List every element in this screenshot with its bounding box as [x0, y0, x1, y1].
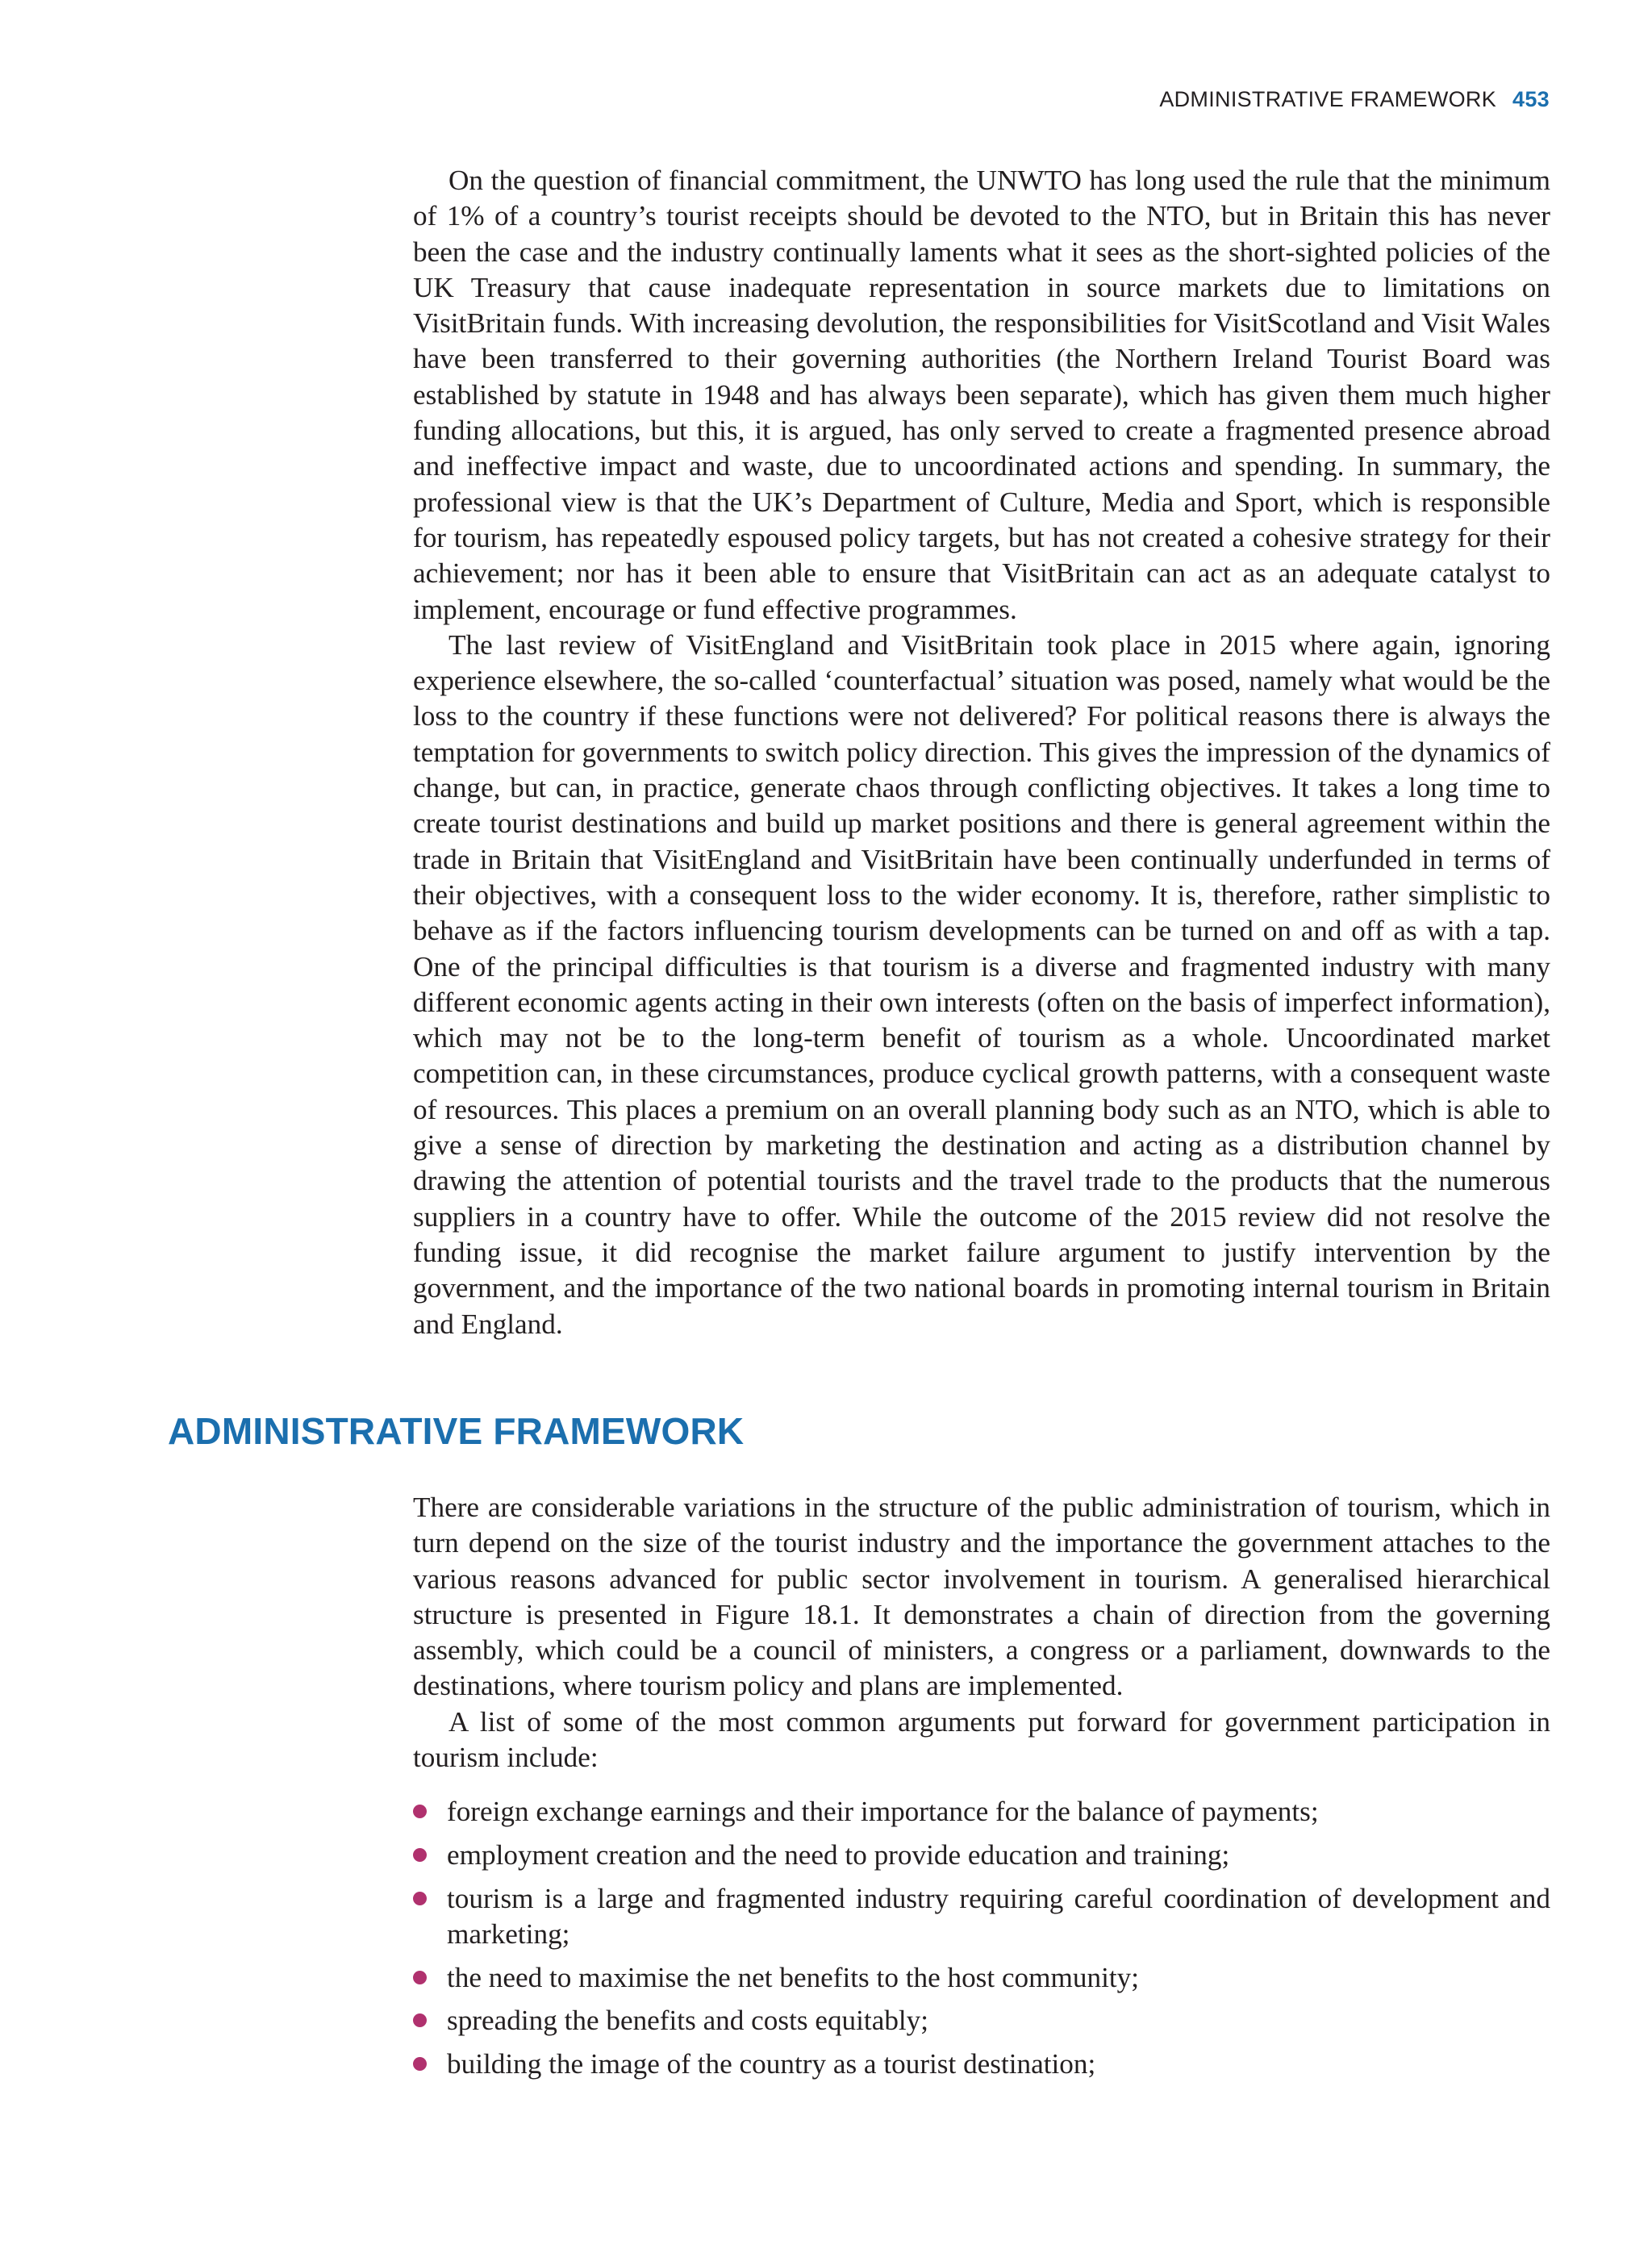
list-item: [413, 2003, 1550, 2038]
running-header: [1159, 87, 1550, 112]
paragraph-list-intro: A list of some of the most common arguments put forward for government participation in tourism include:: [413, 1705, 1550, 1774]
list-item: [413, 1881, 1550, 1953]
section-heading: ADMINISTRATIVE FRAMEWORK: [168, 1410, 745, 1452]
list-item: [413, 2047, 1550, 2082]
page-number: 453: [1512, 87, 1550, 111]
bullet-icon: [413, 1971, 427, 1984]
bullet-icon: [413, 1805, 427, 1818]
list-item-text: the need to maximise the net benefits to the host community;: [447, 1961, 1140, 1993]
list-item: [413, 1794, 1550, 1830]
list-item: [413, 1960, 1550, 1996]
list-item-text: spreading the benefits and costs equitably;: [447, 2005, 929, 2037]
list-item-text: foreign exchange earnings and their importance for the balance of payments;: [447, 1796, 1319, 1827]
bullet-icon: [413, 1892, 427, 1905]
body-text-top: [413, 163, 1550, 1342]
list-item-text: tourism is a large and fragmented industry requiring careful coordination of development and marketing;: [447, 1882, 1550, 1950]
running-title: ADMINISTRATIVE FRAMEWORK: [1159, 87, 1497, 111]
bullet-icon: [413, 2013, 427, 2027]
paragraph-variations: There are considerable variations in the structure of the public administration of tourism, which in turn depend on the size of the tourist industry and the importance the government attaches to the various reasons advanced for public sector involvement in tourism. A generalised hierarchical structure is presented in Figure 18.1. It demonstrates a chain of direction from the governing assembly, which could be a council of ministers, a congress or a parliament, downwards to the destinations, where tourism policy and plans are implemented.: [413, 1492, 1550, 1702]
body-text-section: [413, 1490, 1550, 1776]
list-item: [413, 1838, 1550, 1873]
paragraph-financial-commitment: On the question of financial commitment, the UNWTO has long used the rule that the minimum of 1% of a country’s tourist receipts should be devoted to the NTO, but in Britain this has never been the case and the industry continually laments what it sees as the short-sighted policies of the UK Treasury that cause inadequate representation in source markets due to limitations on VisitBritain funds. With increasing devolution, the responsibilities for VisitScotland and Visit Wales have been transferred to their governing authorities (the Northern Ireland Tourist Board was established by statute in 1948 and has always been separate), which has given them much higher funding allocations, but this, it is argued, has only served to create a fragmented presence abroad and ineffective impact and waste, due to uncoordinated actions and spending. In summary, the professional view is that the UK’s Department of Culture, Media and Sport, which is responsible for tourism, has repeatedly espoused policy targets, but has not created a cohesive strategy for their achievement; nor has it been able to ensure that VisitBritain can act as an adequate catalyst to implement, encourage or fund effective programmes.: [413, 165, 1550, 625]
arguments-list: [413, 1794, 1550, 2090]
list-item-text: employment creation and the need to provide education and training;: [447, 1838, 1230, 1871]
list-item-text: building the image of the country as a tourist destination;: [447, 2048, 1096, 2080]
bullet-icon: [413, 1848, 427, 1862]
paragraph-last-review: The last review of VisitEngland and VisitBritain took place in 2015 where again, ignoring experience elsewhere, the so-called ‘counterfactual’ situation was posed, namely what would be the loss to the country if these functions were not delivered? For political reasons there is always the temptation for governments to switch policy direction. This gives the impression of the dynamics of change, but can, in practice, generate chaos through conflicting objectives. It takes a long time to create tourist destinations and build up market positions and there is general agreement within the trade in Britain that VisitEngland and VisitBritain have been continually underfunded in terms of their objectives, with a consequent loss to the wider economy. It is, therefore, rather simplistic to behave as if the factors influencing tourism developments can be turned on and off as with a tap. One of the principal difficulties is that tourism is a diverse and fragmented industry with many different economic agents acting in their own interests (often on the basis of imperfect information), which may not be to the long-term benefit of tourism as a whole. Uncoordinated market competition can, in these circumstances, produce cyclical growth patterns, with a consequent waste of resources. This places a premium on an overall planning body such as an NTO, which is able to give a sense of direction by marketing the destination and acting as a distribution channel by drawing the attention of potential tourists and the travel trade to the products that the numerous suppliers in a country have to offer. While the outcome of the 2015 review did not resolve the funding issue, it did recognise the market failure argument to justify intervention by the government, and the importance of the two national boards in promoting internal tourism in Britain and England.: [413, 628, 1550, 1340]
bullet-icon: [413, 2057, 427, 2071]
